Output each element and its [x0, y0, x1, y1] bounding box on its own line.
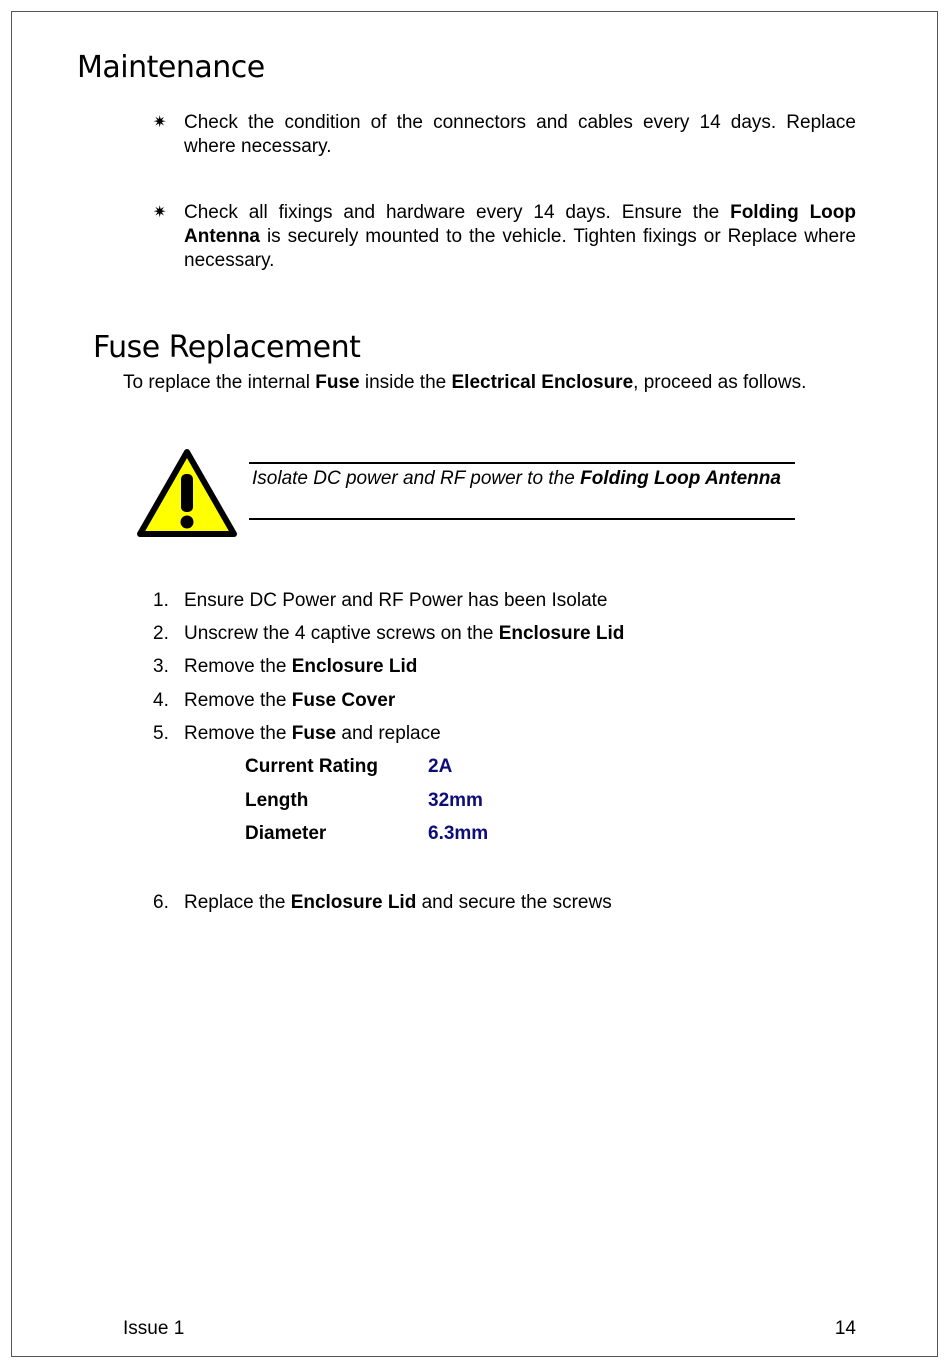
step-text: Unscrew the 4 captive screws on the Enclosure Lid [184, 623, 625, 644]
intro-bold: Fuse [315, 372, 360, 393]
spec-label: Current Rating [245, 756, 378, 777]
maintenance-heading: Maintenance [77, 50, 265, 85]
step-number: 2. [153, 623, 169, 644]
maintenance-bullet-2 [184, 201, 856, 273]
step-text: Remove the Enclosure Lid [184, 656, 418, 677]
footer-page-number: 14 [834, 1318, 856, 1339]
warning-callout [249, 462, 795, 520]
intro-text: , proceed as follows. [633, 372, 807, 393]
step-number: 3. [153, 656, 169, 677]
warning-text [252, 467, 792, 491]
step-text: Replace the Enclosure Lid and secure the screws [184, 892, 612, 913]
intro-bold: Electrical Enclosure [451, 372, 634, 393]
asterisk-bullet-icon: ✷ [153, 114, 167, 131]
bullet-text: Check the condition of the connectors and cables every 14 days. Replace where necessary. [184, 112, 856, 157]
intro-text: inside the [359, 372, 452, 393]
step-text: Remove the Fuse Cover [184, 690, 396, 711]
spec-value: 6.3mm [428, 823, 489, 844]
spec-label: Diameter [245, 823, 327, 844]
step-number: 4. [153, 690, 169, 711]
step-text: Ensure DC Power and RF Power has been Isolate [184, 590, 608, 611]
asterisk-bullet-icon: ✷ [153, 204, 167, 221]
warning-triangle-icon [136, 448, 238, 538]
warning-text-part: Isolate DC power and RF power to the [252, 468, 581, 489]
fuse-intro-paragraph [123, 371, 856, 395]
spec-value: 2A [428, 756, 453, 777]
maintenance-bullet-1 [184, 111, 856, 159]
intro-text: To replace the internal [123, 372, 316, 393]
bullet-text: is securely mounted to the vehicle. Tighten fixings or Replace where necessary. [184, 226, 856, 271]
bullet-text: Check all fixings and hardware every 14 days. Ensure the [184, 202, 731, 223]
spec-value: 32mm [428, 790, 483, 811]
step-number: 5. [153, 723, 169, 744]
step-text: Remove the Fuse and replace [184, 723, 441, 744]
footer-issue: Issue 1 [123, 1318, 185, 1339]
fuse-replacement-heading: Fuse Replacement [93, 330, 361, 365]
step-number: 1. [153, 590, 169, 611]
step-number: 6. [153, 892, 169, 913]
bullet-bold-text: Folding Loop Antenna [184, 202, 856, 247]
warning-bold: Folding Loop Antenna [580, 468, 781, 489]
spec-label: Length [245, 790, 309, 811]
